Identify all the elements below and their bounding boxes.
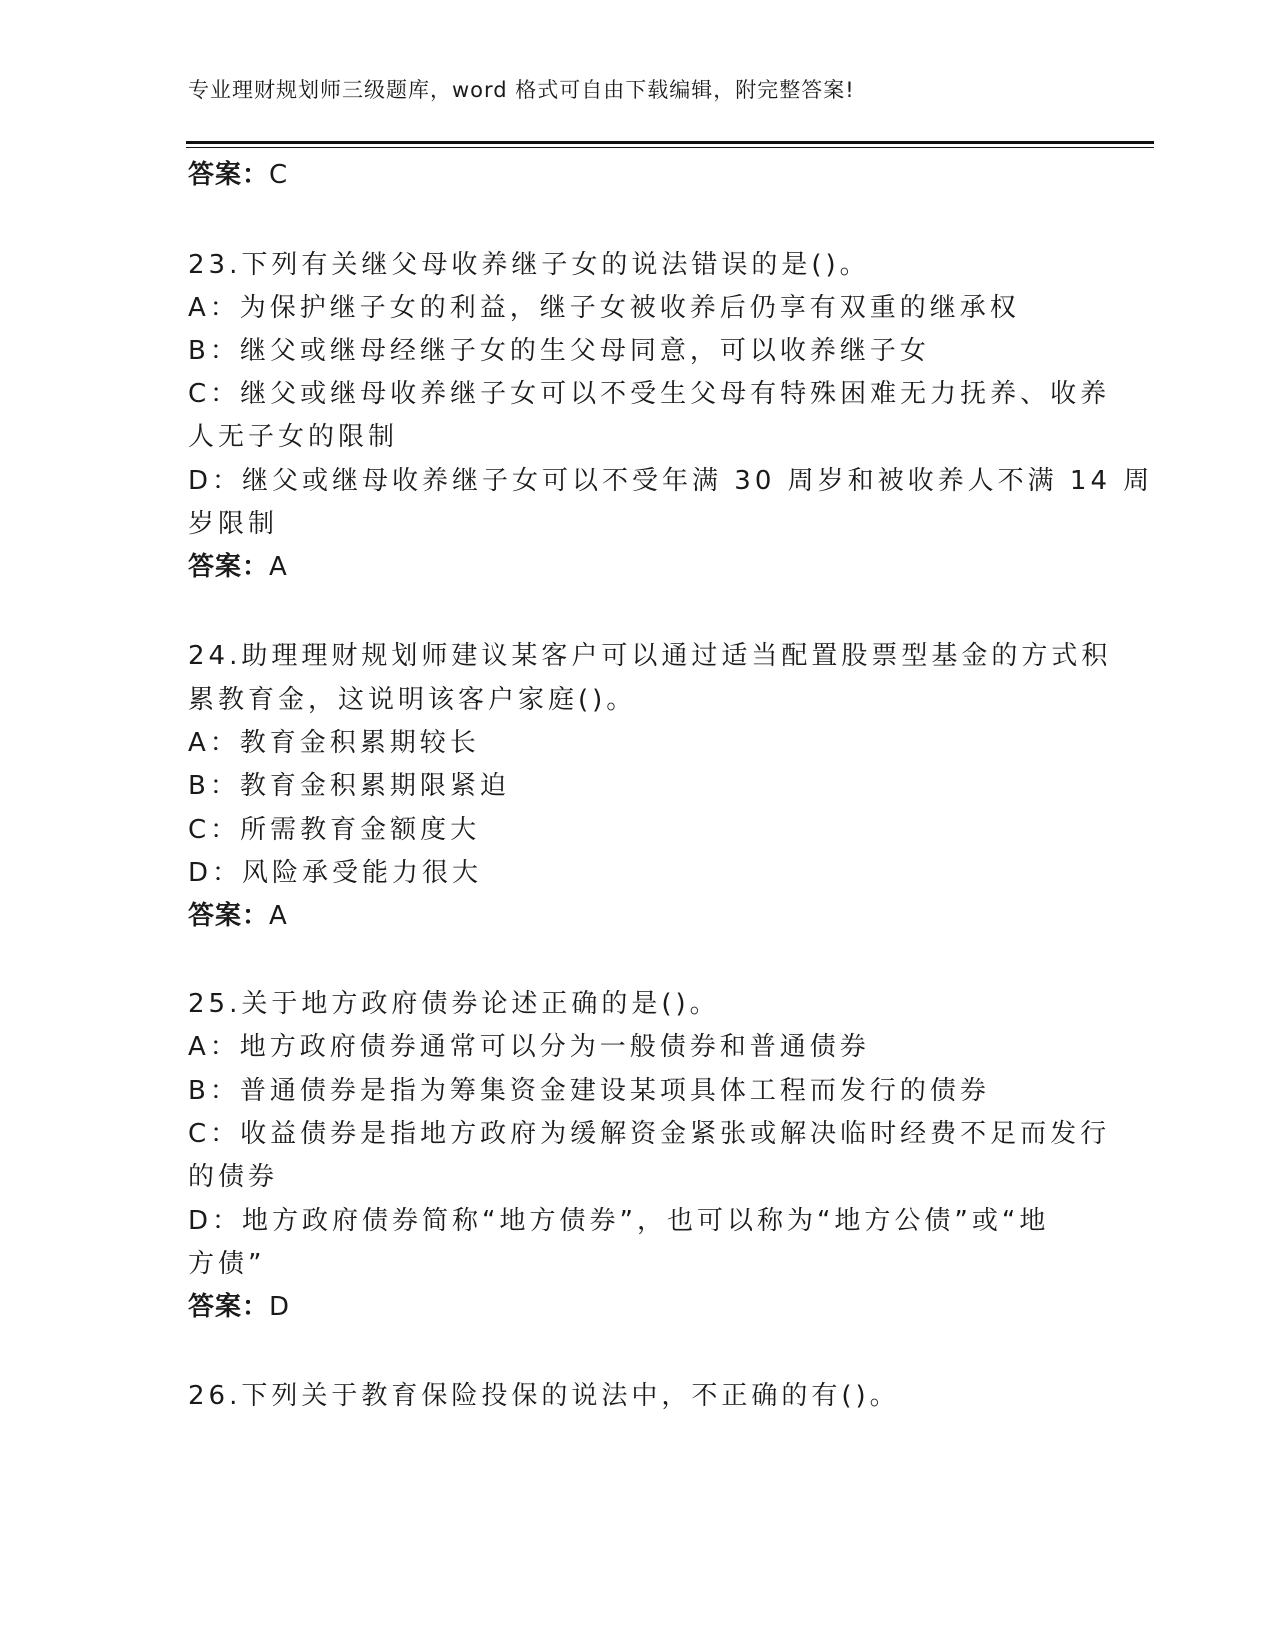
answer-label: 答案： [188, 901, 270, 931]
question-23-option-c: C：继父或继母收养继子女可以不受生父母有特殊困难无力抚养、收养 [188, 379, 1111, 409]
question-25-option-c-cont: 的债券 [188, 1162, 279, 1192]
question-25-answer [188, 1286, 290, 1323]
question-25-option-d: D：地方政府债券简称“地方债券”，也可以称为“地方公债”或“地 [188, 1206, 1050, 1236]
question-23-option-c-cont: 人无子女的限制 [188, 422, 399, 452]
question-23-answer [188, 546, 288, 583]
header-rule-thick [186, 141, 1154, 144]
answer-label: 答案： [188, 160, 270, 190]
question-24-option-c: C：所需教育金额度大 [188, 815, 481, 845]
answer-value: A [269, 901, 288, 931]
question-24-answer [188, 895, 288, 932]
question-23-option-a: A：为保护继子女的利益，继子女被收养后仍享有双重的继承权 [188, 293, 1020, 323]
question-23-option-d-cont: 岁限制 [188, 509, 279, 539]
answer-label: 答案： [188, 552, 270, 582]
question-25-option-a: A：地方政府债券通常可以分为一般债券和普通债券 [188, 1032, 870, 1062]
answer-value: C [269, 160, 289, 190]
question-25-option-b: B：普通债券是指为筹集资金建设某项具体工程而发行的债券 [188, 1076, 990, 1106]
header-rule-thin [186, 147, 1154, 148]
page-header: 专业理财规划师三级题库，word 格式可自由下载编辑，附完整答案! [188, 78, 855, 102]
question-24-option-d: D：风险承受能力很大 [188, 858, 483, 888]
question-24-option-a: A：教育金积累期较长 [188, 728, 480, 758]
question-23-option-b: B：继父或继母经继子女的生父母同意，可以收养继子女 [188, 336, 930, 366]
question-25-option-c: C：收益债券是指地方政府为缓解资金紧张或解决临时经费不足而发行 [188, 1119, 1111, 1149]
answer-value: D [269, 1292, 291, 1322]
question-24-stem-cont: 累教育金，这说明该客户家庭()。 [188, 685, 637, 715]
question-25-option-d-cont: 方债” [188, 1249, 266, 1279]
answer-label: 答案： [188, 1292, 270, 1322]
question-25-stem: 25.关于地方政府债券论述正确的是()。 [188, 989, 720, 1019]
question-24-option-b: B：教育金积累期限紧迫 [188, 771, 510, 801]
answer-line [188, 154, 288, 191]
question-23-stem: 23.下列有关继父母收养继子女的说法错误的是()。 [188, 250, 870, 280]
question-23-option-d: D：继父或继母收养继子女可以不受年满 30 周岁和被收养人不满 14 周 [188, 466, 1154, 496]
question-26-stem: 26.下列关于教育保险投保的说法中，不正确的有()。 [188, 1381, 900, 1411]
question-24-stem: 24.助理理财规划师建议某客户可以通过适当配置股票型基金的方式积 [188, 641, 1112, 671]
answer-value: A [269, 552, 288, 582]
